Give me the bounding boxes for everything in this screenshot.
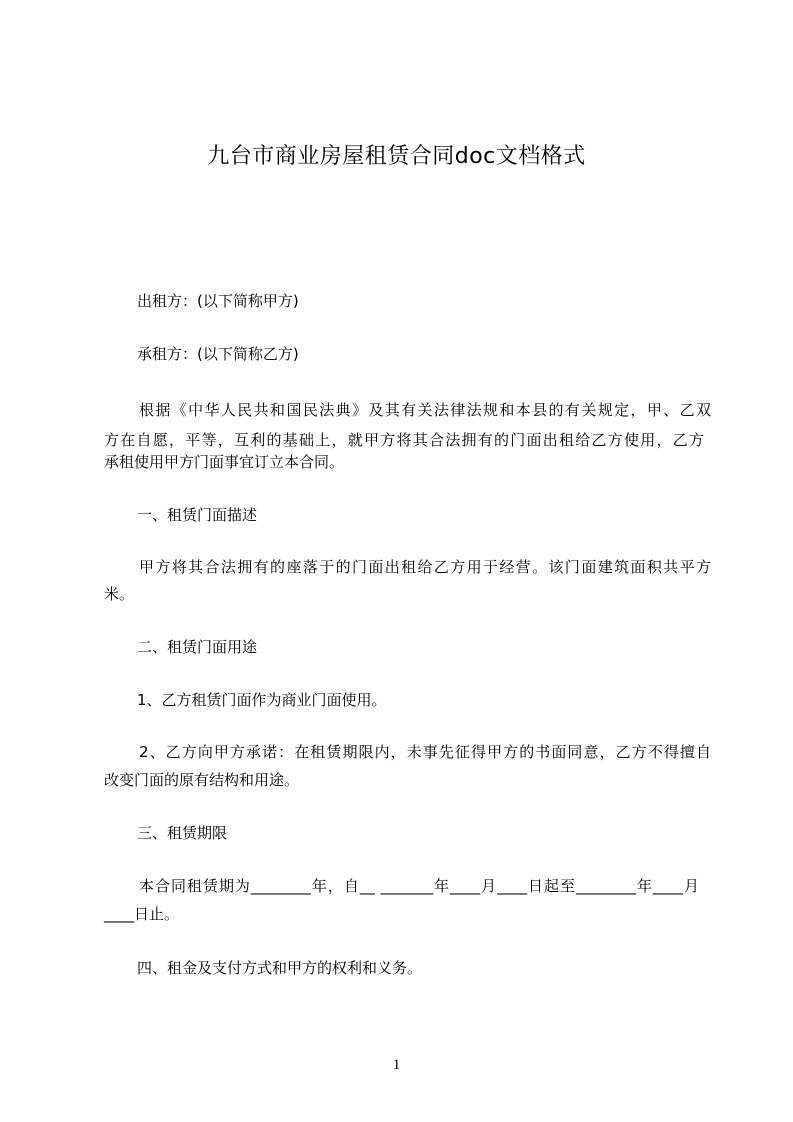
- document-title: 九台市商业房屋租赁合同doc文档格式: [207, 144, 586, 169]
- section2-item-2-line-1: 2、乙方向甲方承诺：在租赁期限内，未事先征得甲方的书面同意，乙方不得擅自: [139, 743, 711, 761]
- lessor-line: 出租方：(以下简称甲方): [137, 292, 299, 310]
- section2-item-1: 1、乙方租赁门面作为商业门面使用。: [137, 691, 387, 709]
- section1-heading: 一、租赁门面描述: [137, 506, 258, 524]
- preamble-line-2: 方在自愿，平等，互利的基础上，就甲方将其合法拥有的门面出租给乙方使用，乙方: [104, 431, 704, 449]
- section3-heading: 三、租赁期限: [137, 824, 228, 842]
- page-number: 1: [392, 1057, 401, 1073]
- section3-body-line-1: 本合同租赁期为________年，自__ _______年____月____日起至________年____月: [139, 877, 699, 895]
- section2-heading: 二、租赁门面用途: [137, 638, 258, 656]
- section4-heading: 四、租金及支付方式和甲方的权利和义务。: [137, 959, 423, 977]
- section2-item-2-line-2: 改变门面的原有结构和用途。: [104, 771, 300, 789]
- section3-body-line-2: ____日止。: [104, 905, 180, 923]
- section1-body-line-2: 米。: [104, 585, 135, 603]
- section1-body-line-1: 甲方将其合法拥有的座落于的门面出租给乙方用于经营。该门面建筑面积共平方: [139, 558, 711, 576]
- lessee-line: 承租方：(以下简称乙方): [137, 345, 299, 363]
- preamble-line-1: 根据《中华人民共和国民法典》及其有关法律法规和本县的有关规定，甲、乙双: [139, 401, 711, 419]
- preamble-line-3: 承租使用甲方门面事宜订立本合同。: [104, 453, 345, 471]
